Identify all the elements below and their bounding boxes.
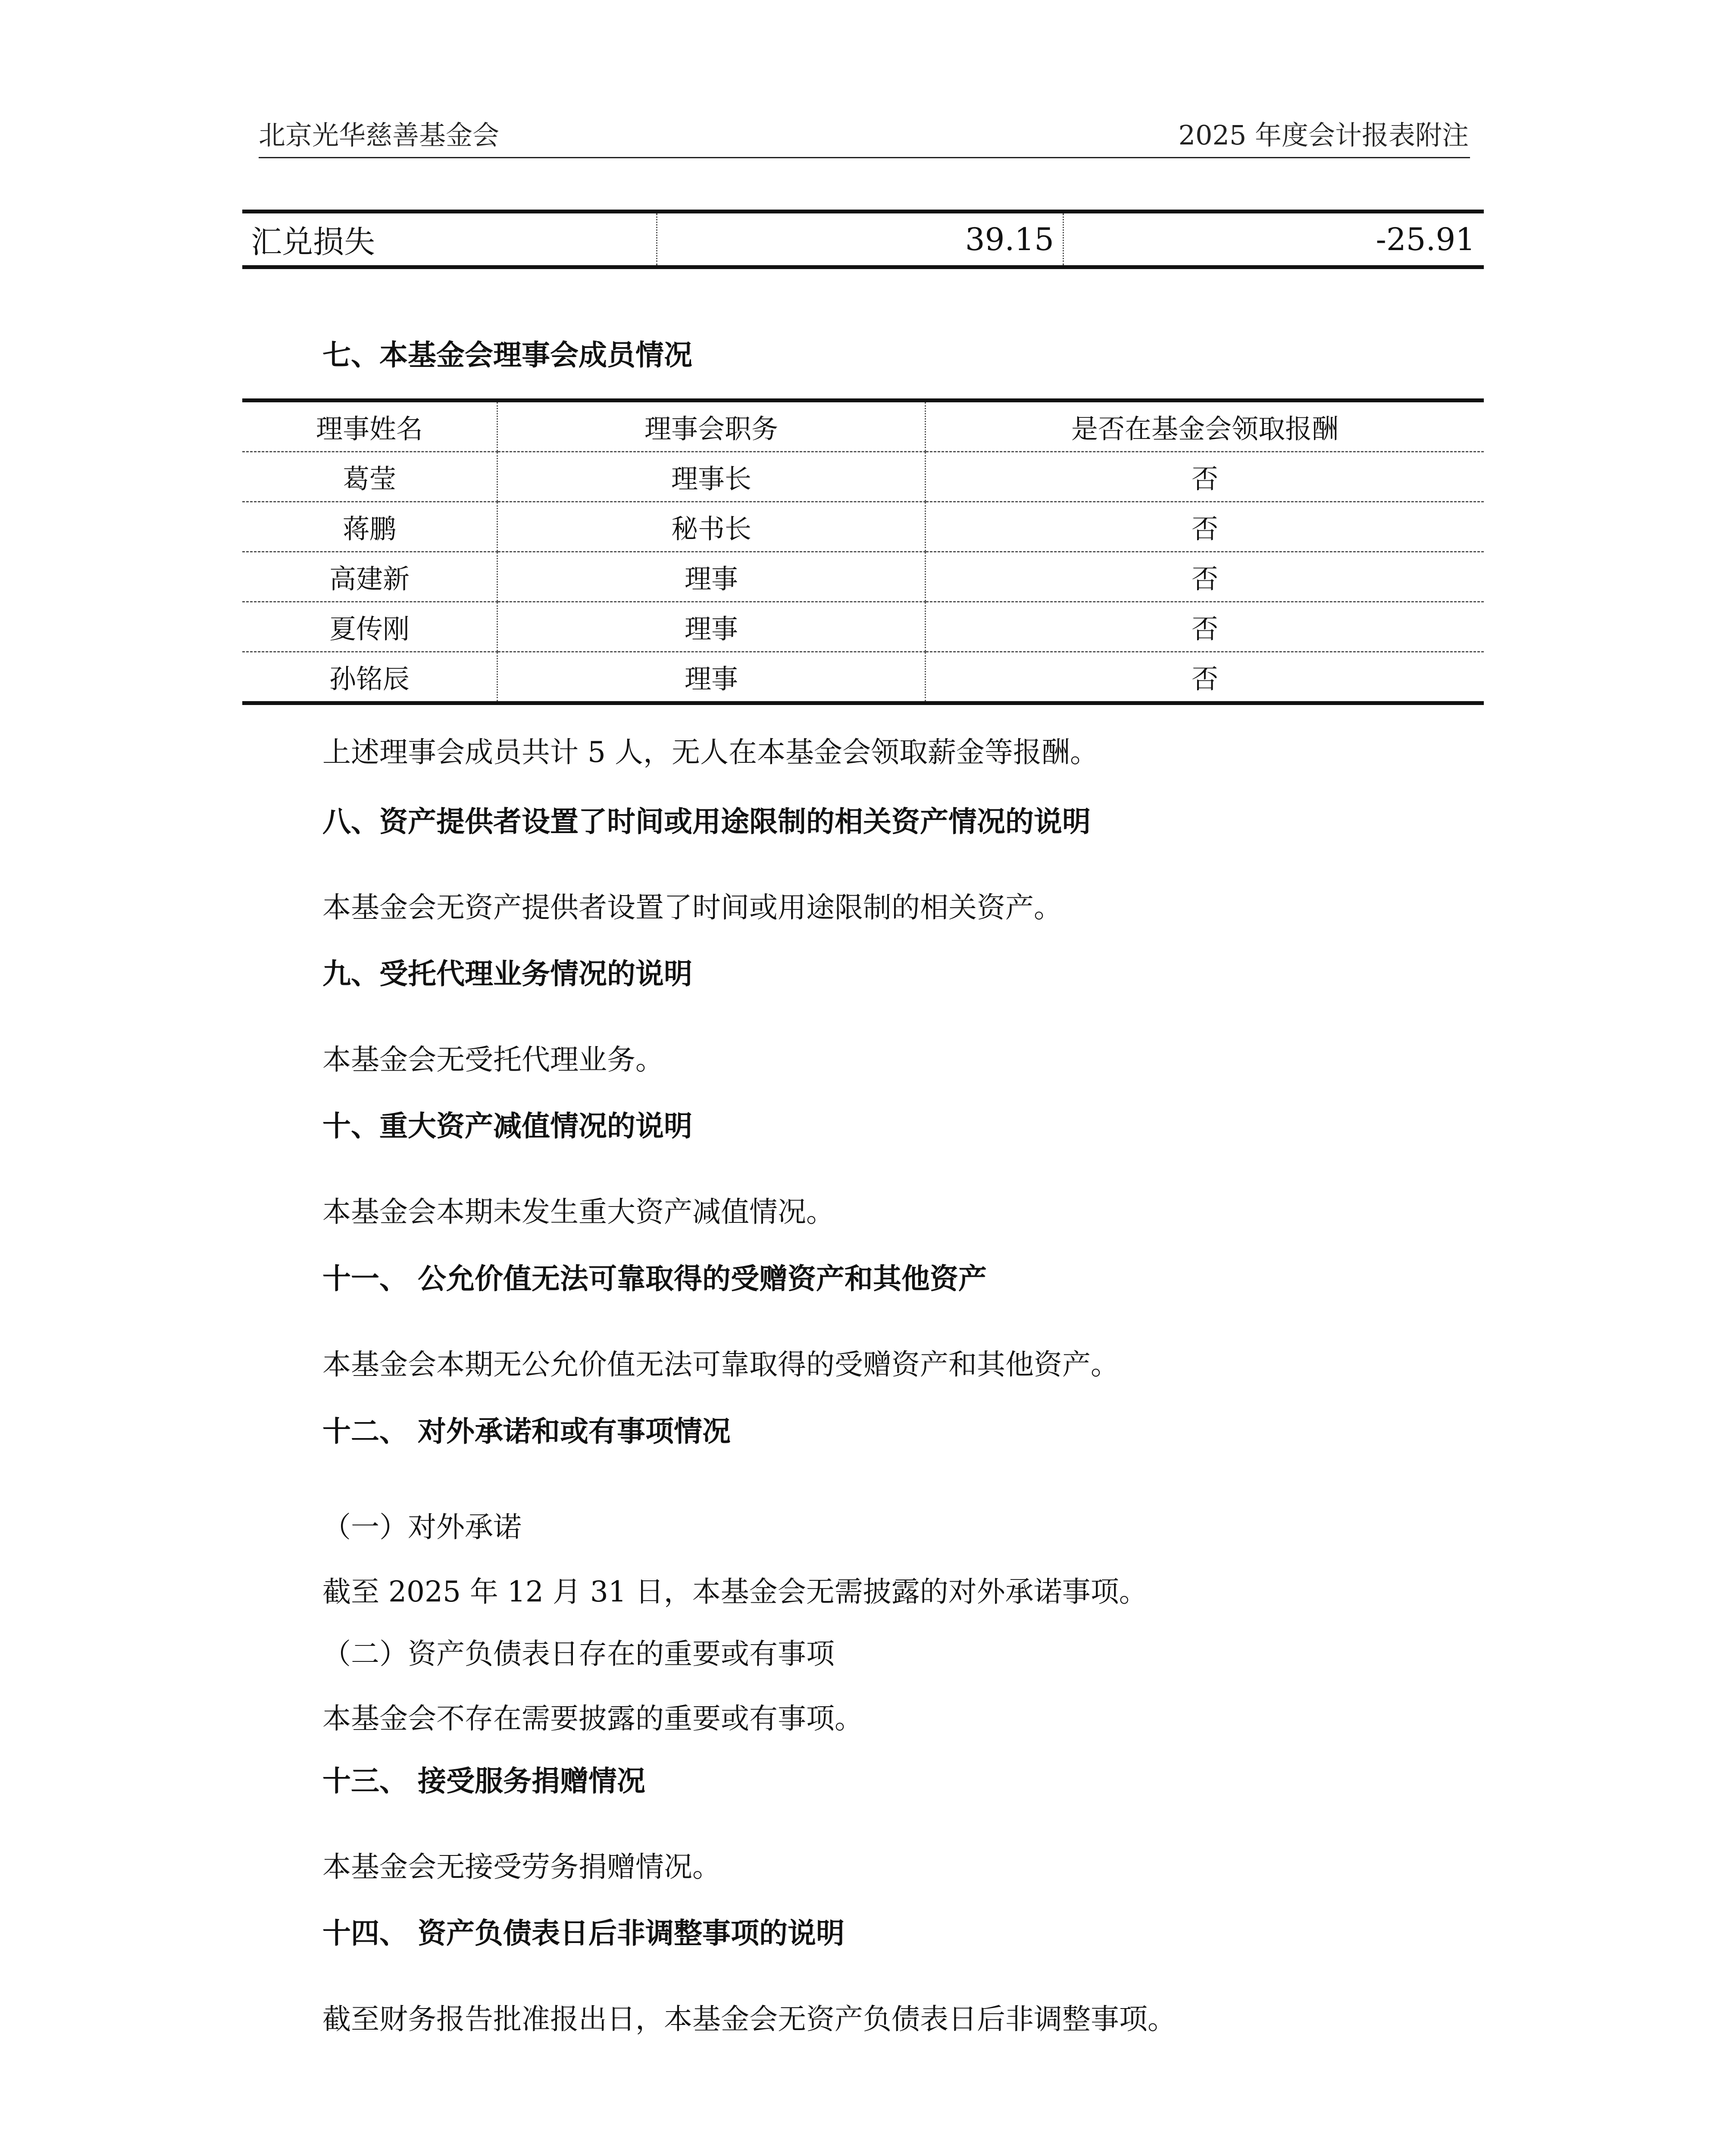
member-remuneration: 否 — [926, 552, 1484, 602]
section-11-body: 本基金会本期无公允价值无法可靠取得的受赠资产和其他资产。 — [322, 1348, 1119, 1381]
member-position: 理事长 — [497, 452, 926, 502]
column-header-name: 理事姓名 — [242, 401, 497, 452]
member-name: 夏传刚 — [242, 602, 497, 652]
table-row — [242, 452, 1484, 502]
column-header-remuneration: 是否在基金会领取报酬 — [926, 401, 1484, 452]
section-9-body: 本基金会无受托代理业务。 — [322, 1043, 664, 1076]
section-13-title: 十三、 接受服务捐赠情况 — [322, 1764, 645, 1798]
member-name: 孙铭辰 — [242, 652, 497, 703]
carry-label: 汇兑损失 — [242, 212, 657, 267]
section-12-body-2: 本基金会不存在需要披露的重要或有事项。 — [322, 1702, 863, 1735]
member-position: 秘书长 — [497, 502, 926, 552]
board-members-table — [242, 398, 1484, 705]
column-header-position: 理事会职务 — [497, 401, 926, 452]
member-name: 葛莹 — [242, 452, 497, 502]
member-remuneration: 否 — [926, 502, 1484, 552]
member-position: 理事 — [497, 602, 926, 652]
carry-previous-value: -25.91 — [1064, 212, 1484, 267]
member-remuneration: 否 — [926, 652, 1484, 703]
section-10-body: 本基金会本期未发生重大资产减值情况。 — [322, 1195, 835, 1228]
member-position: 理事 — [497, 652, 926, 703]
member-remuneration: 否 — [926, 602, 1484, 652]
header-org-name: 北京光华慈善基金会 — [259, 119, 500, 151]
section-14-body: 截至财务报告批准报出日，本基金会无资产负债表日后非调整事项。 — [322, 2002, 1176, 2036]
carry-current-value: 39.15 — [657, 212, 1064, 267]
header-report-title: 2025 年度会计报表附注 — [1178, 119, 1469, 151]
section-14-title: 十四、 资产负债表日后非调整事项的说明 — [322, 1916, 845, 1950]
section-12-subtitle-1: （一）对外承诺 — [322, 1510, 522, 1544]
section-12-body-1: 截至 2025 年 12 月 31 日，本基金会无需披露的对外承诺事项。 — [322, 1575, 1148, 1608]
table-row — [242, 652, 1484, 703]
carry-over-table — [242, 210, 1484, 269]
member-remuneration: 否 — [926, 452, 1484, 502]
section-7-note: 上述理事会成员共计 5 人，无人在本基金会领取薪金等报酬。 — [322, 736, 1098, 769]
section-8-title: 八、资产提供者设置了时间或用途限制的相关资产情况的说明 — [322, 805, 1091, 838]
section-12-title: 十二、 对外承诺和或有事项情况 — [322, 1414, 731, 1448]
section-12-subtitle-2: （二）资产负债表日存在的重要或有事项 — [322, 1637, 835, 1670]
section-7-title: 七、本基金会理事会成员情况 — [322, 338, 692, 372]
table-row — [242, 602, 1484, 652]
section-8-body: 本基金会无资产提供者设置了时间或用途限制的相关资产。 — [322, 891, 1062, 924]
table-row — [242, 212, 1484, 267]
table-header-row — [242, 401, 1484, 452]
member-position: 理事 — [497, 552, 926, 602]
table-row — [242, 502, 1484, 552]
section-9-title: 九、受托代理业务情况的说明 — [322, 957, 692, 990]
table-row — [242, 552, 1484, 602]
header-rule — [259, 157, 1470, 158]
member-name: 蒋鹏 — [242, 502, 497, 552]
section-10-title: 十、重大资产减值情况的说明 — [322, 1109, 692, 1143]
section-13-body: 本基金会无接受劳务捐赠情况。 — [322, 1850, 721, 1883]
section-11-title: 十一、 公允价值无法可靠取得的受赠资产和其他资产 — [322, 1262, 987, 1295]
member-name: 高建新 — [242, 552, 497, 602]
